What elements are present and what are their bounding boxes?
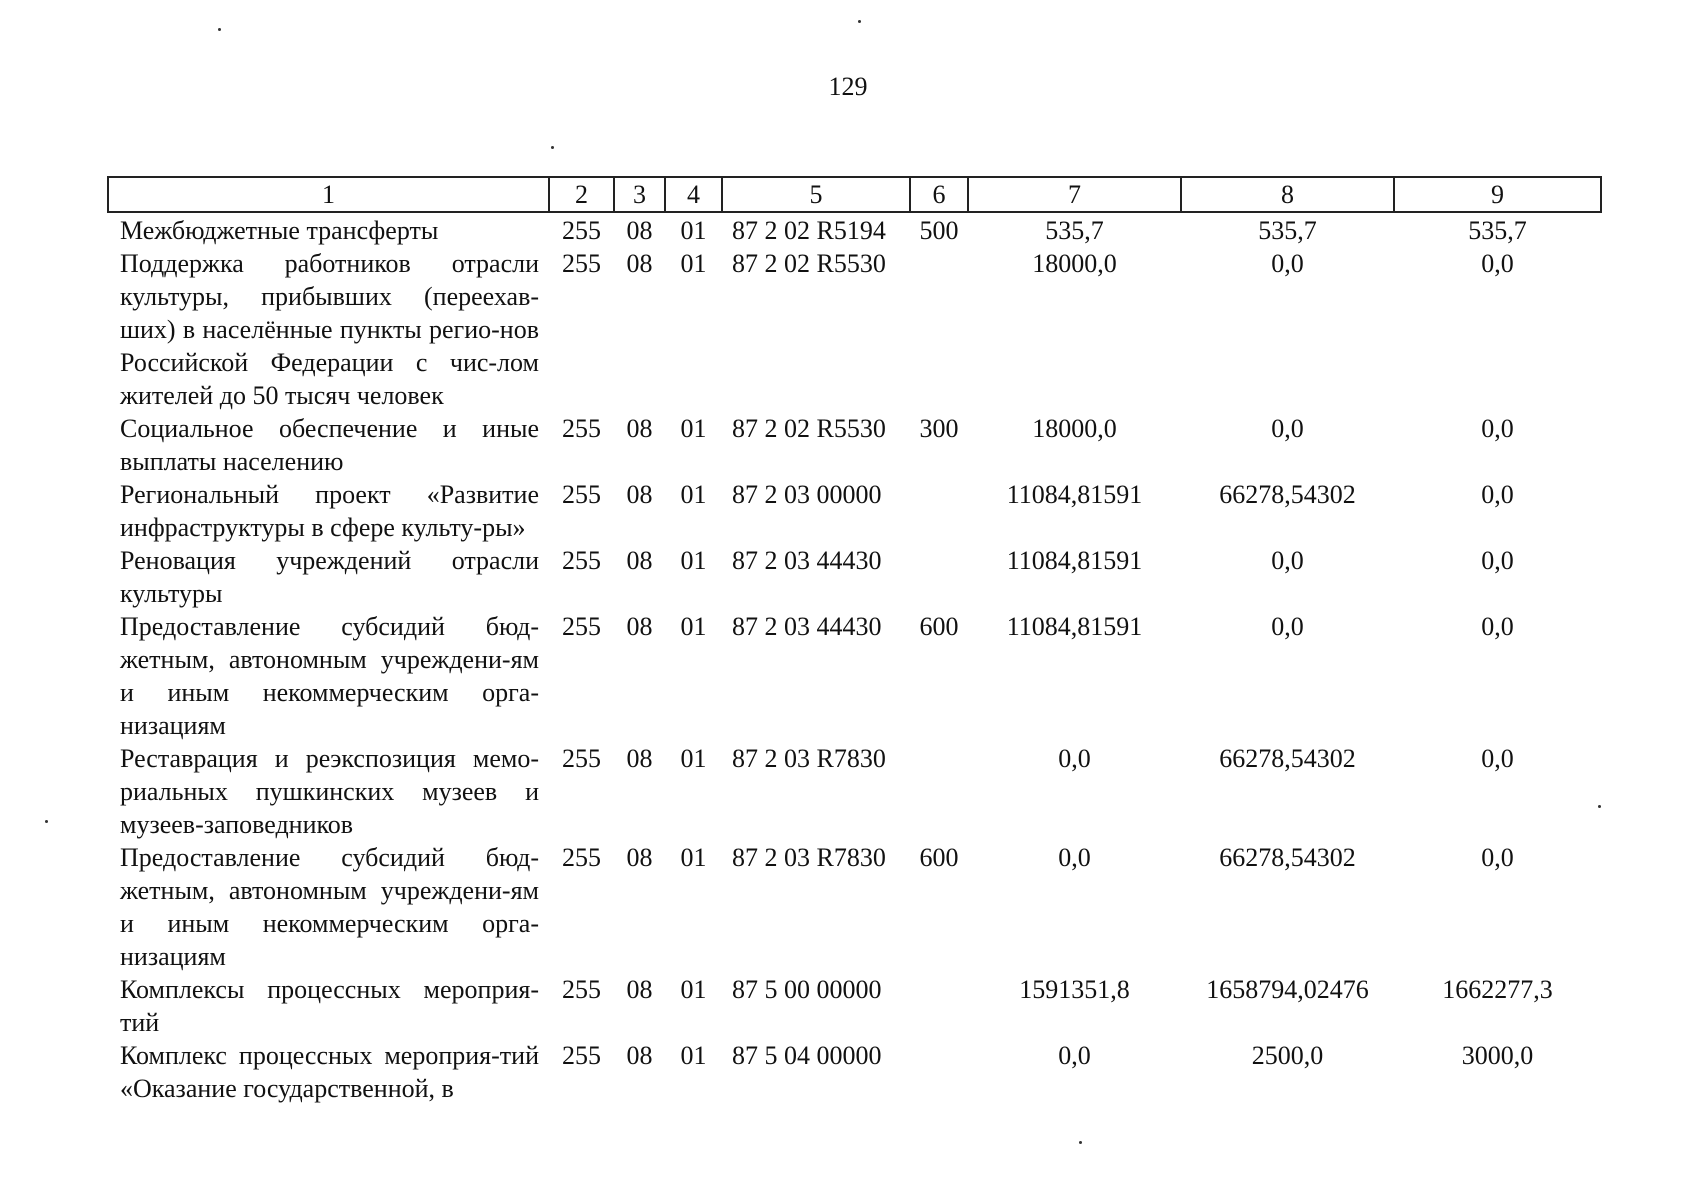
row-c7-cell: 18000,0 bbox=[1032, 414, 1117, 443]
row-code-cell: 87 2 02 R5530 bbox=[732, 414, 886, 443]
row-name-cell: Комплекс процессных мероприя-тий «Оказание государственной, в bbox=[120, 1041, 539, 1103]
row-c2-cell: 255 bbox=[562, 414, 601, 443]
row-c8-cell: 535,7 bbox=[1258, 216, 1317, 245]
row-c8-cell: 66278,54302 bbox=[1219, 744, 1356, 773]
row-c8-cell: 0,0 bbox=[1271, 414, 1304, 443]
row-c3-cell: 08 bbox=[626, 546, 653, 575]
row-code-cell: 87 2 02 R5194 bbox=[732, 216, 886, 245]
row-c8-cell: 0,0 bbox=[1271, 249, 1304, 278]
scan-speck bbox=[45, 820, 48, 823]
row-name-cell: Региональный проект «Развитие инфраструктуры в сфере культу-ры» bbox=[120, 480, 539, 542]
table-row bbox=[108, 1039, 1601, 1105]
row-c6-cell bbox=[910, 247, 968, 412]
header-col-1: 1 bbox=[108, 177, 549, 212]
row-c8-cell: 0,0 bbox=[1271, 612, 1304, 641]
table-row bbox=[108, 544, 1601, 610]
row-c3-cell: 08 bbox=[626, 480, 653, 509]
row-c2-cell: 255 bbox=[562, 546, 601, 575]
row-c6-cell: 600 bbox=[919, 843, 959, 872]
row-name-cell: Поддержка работников отрасли культуры, прибывших (переехав-ших) в населённые пункты регио-нов Российской Федерации с чис-лом жителей до 50 тысяч человек bbox=[120, 249, 539, 410]
row-c8-cell: 66278,54302 bbox=[1219, 843, 1356, 872]
header-col-4: 4 bbox=[665, 177, 722, 212]
row-code-cell: 87 2 03 R7830 bbox=[732, 744, 886, 773]
row-c6-cell bbox=[910, 478, 968, 544]
table-row bbox=[108, 412, 1601, 478]
row-c2-cell: 255 bbox=[562, 744, 601, 773]
row-c2-cell: 255 bbox=[562, 1041, 601, 1070]
row-code-cell: 87 2 03 R7830 bbox=[732, 843, 886, 872]
row-name-cell: Реновация учреждений отрасли культуры bbox=[120, 546, 539, 608]
row-c7-cell: 0,0 bbox=[1058, 843, 1091, 872]
row-c7-cell: 1591351,8 bbox=[1019, 975, 1130, 1004]
table-row bbox=[108, 973, 1601, 1039]
row-c4-cell: 01 bbox=[680, 1041, 707, 1070]
row-c4-cell: 01 bbox=[680, 612, 707, 641]
row-c6-cell: 500 bbox=[919, 216, 959, 245]
row-c9-cell: 0,0 bbox=[1481, 414, 1514, 443]
row-c6-cell: 600 bbox=[919, 612, 959, 641]
header-col-5: 5 bbox=[722, 177, 910, 212]
row-c7-cell: 0,0 bbox=[1058, 1041, 1091, 1070]
row-c9-cell: 0,0 bbox=[1481, 480, 1514, 509]
row-code-cell: 87 2 02 R5530 bbox=[732, 249, 886, 278]
budget-table bbox=[107, 176, 1602, 1105]
row-c9-cell: 0,0 bbox=[1481, 249, 1514, 278]
row-c6-cell bbox=[910, 544, 968, 610]
scan-speck bbox=[551, 146, 554, 149]
row-name-cell: Предоставление субсидий бюд-жетным, автономным учреждени-ям и иным некоммерческим орга-низациям bbox=[120, 612, 539, 740]
row-name-cell: Межбюджетные трансферты bbox=[120, 216, 439, 245]
scan-speck bbox=[858, 20, 861, 23]
table-row bbox=[108, 478, 1601, 544]
row-name-cell: Комплексы процессных мероприя-тий bbox=[120, 975, 539, 1037]
table-body bbox=[108, 212, 1601, 1105]
row-c2-cell: 255 bbox=[562, 843, 601, 872]
header-col-8: 8 bbox=[1181, 177, 1394, 212]
row-c8-cell: 1658794,02476 bbox=[1206, 975, 1369, 1004]
row-c4-cell: 01 bbox=[680, 414, 707, 443]
row-c7-cell: 11084,81591 bbox=[1006, 612, 1143, 641]
row-c9-cell: 3000,0 bbox=[1461, 1041, 1534, 1070]
row-c4-cell: 01 bbox=[680, 843, 707, 872]
table-header-row bbox=[108, 177, 1601, 212]
row-c8-cell: 66278,54302 bbox=[1219, 480, 1356, 509]
table-row bbox=[108, 247, 1601, 412]
row-c4-cell: 01 bbox=[680, 744, 707, 773]
row-code-cell: 87 5 00 00000 bbox=[732, 975, 882, 1004]
row-c9-cell: 535,7 bbox=[1468, 216, 1527, 245]
row-c7-cell: 535,7 bbox=[1045, 216, 1104, 245]
row-c9-cell: 1662277,3 bbox=[1442, 975, 1553, 1004]
row-c4-cell: 01 bbox=[680, 480, 707, 509]
row-c6-cell: 300 bbox=[919, 414, 959, 443]
row-name-cell: Социальное обеспечение и иные выплаты населению bbox=[120, 414, 539, 476]
row-code-cell: 87 2 03 44430 bbox=[732, 612, 882, 641]
row-c3-cell: 08 bbox=[626, 249, 653, 278]
row-c7-cell: 18000,0 bbox=[1032, 249, 1117, 278]
row-c2-cell: 255 bbox=[562, 975, 601, 1004]
table-row bbox=[108, 742, 1601, 841]
row-c4-cell: 01 bbox=[680, 975, 707, 1004]
row-c3-cell: 08 bbox=[626, 414, 653, 443]
row-c3-cell: 08 bbox=[626, 843, 653, 872]
header-col-6: 6 bbox=[910, 177, 968, 212]
row-c7-cell: 11084,81591 bbox=[1006, 480, 1143, 509]
row-name-cell: Предоставление субсидий бюд-жетным, автономным учреждени-ям и иным некоммерческим орга-низациям bbox=[120, 843, 539, 971]
row-c8-cell: 0,0 bbox=[1271, 546, 1304, 575]
scan-speck bbox=[1079, 1141, 1082, 1144]
row-c9-cell: 0,0 bbox=[1481, 546, 1514, 575]
row-c2-cell: 255 bbox=[562, 480, 601, 509]
page-number: 129 bbox=[828, 72, 868, 101]
row-c7-cell: 0,0 bbox=[1058, 744, 1091, 773]
row-c3-cell: 08 bbox=[626, 975, 653, 1004]
row-c2-cell: 255 bbox=[562, 216, 601, 245]
header-col-3: 3 bbox=[614, 177, 665, 212]
row-c8-cell: 2500,0 bbox=[1251, 1041, 1324, 1070]
row-c4-cell: 01 bbox=[680, 249, 707, 278]
row-c6-cell bbox=[910, 973, 968, 1039]
scan-speck bbox=[1598, 805, 1601, 808]
row-c9-cell: 0,0 bbox=[1481, 843, 1514, 872]
header-col-2: 2 bbox=[549, 177, 614, 212]
table-row bbox=[108, 610, 1601, 742]
row-c7-cell: 11084,81591 bbox=[1006, 546, 1143, 575]
row-code-cell: 87 5 04 00000 bbox=[732, 1041, 882, 1070]
row-c9-cell: 0,0 bbox=[1481, 744, 1514, 773]
row-name-cell: Реставрация и реэкспозиция мемо-риальных пушкинских музеев и музеев-заповедников bbox=[120, 744, 539, 839]
row-c3-cell: 08 bbox=[626, 744, 653, 773]
row-c3-cell: 08 bbox=[626, 216, 653, 245]
header-col-7: 7 bbox=[968, 177, 1181, 212]
row-c4-cell: 01 bbox=[680, 546, 707, 575]
row-c6-cell bbox=[910, 742, 968, 841]
table-row bbox=[108, 212, 1601, 247]
row-code-cell: 87 2 03 00000 bbox=[732, 480, 882, 509]
row-c4-cell: 01 bbox=[680, 216, 707, 245]
row-c2-cell: 255 bbox=[562, 612, 601, 641]
header-col-9: 9 bbox=[1394, 177, 1601, 212]
table-row bbox=[108, 841, 1601, 973]
row-c9-cell: 0,0 bbox=[1481, 612, 1514, 641]
row-c2-cell: 255 bbox=[562, 249, 601, 278]
row-c3-cell: 08 bbox=[626, 1041, 653, 1070]
row-c3-cell: 08 bbox=[626, 612, 653, 641]
row-c6-cell bbox=[910, 1039, 968, 1105]
row-code-cell: 87 2 03 44430 bbox=[732, 546, 882, 575]
scan-speck bbox=[218, 28, 221, 31]
